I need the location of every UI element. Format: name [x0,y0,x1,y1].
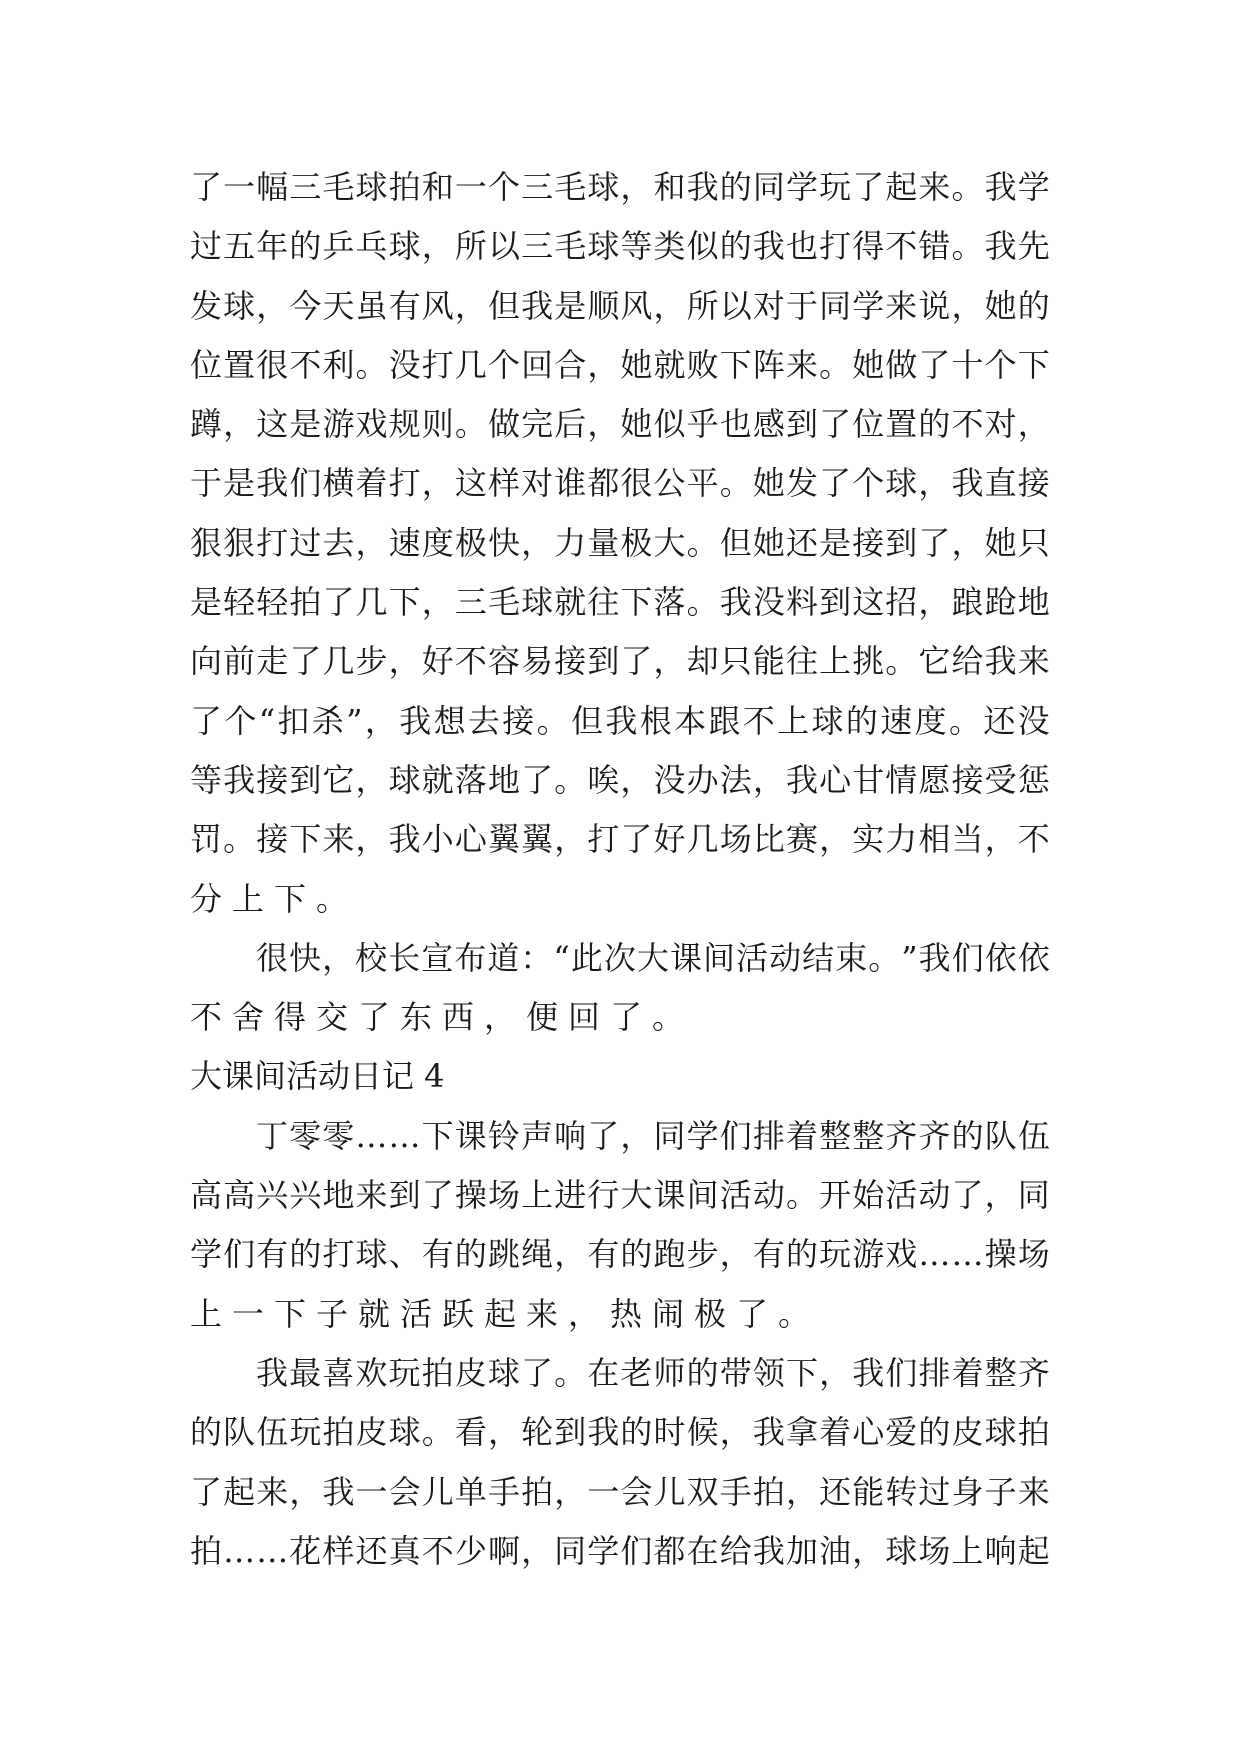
section-heading: 大课间活动日记 4 [190,1057,445,1096]
text-line: 了 一 幅 三 毛 球 拍 和 一 个 三 毛 球 ， 和 我 的 同 学 玩 了 起 来 。 我 学 [190,168,1050,206]
text-line: 发 球 ， 今 天 虽 有 风 ， 但 我 是 顺 风 ， 所 以 对 于 同 学 来 说 ， 她 的 [190,286,1050,325]
text-line: 丁 零 零 … … 下 课 铃 声 响 了 ， 同 学 们 排 着 整 整 齐 齐 的 队 伍 [256,1116,1050,1155]
text-line: 很 快 ， 校 长 宣 布 道 ： “ 此 次 大 课 间 活 动 结 束 。 ” 我 们 依 依 [256,938,1050,977]
text-line: 不舍得交了东西，便回了。 [190,998,695,1037]
text-line: 学 们 有 的 打 球 、 有 的 跳 绳 ， 有 的 跑 步 ， 有 的 玩 游 戏 … … 操 场 [190,1235,1050,1274]
text-line: 高 高 兴 兴 地 来 到 了 操 场 上 进 行 大 课 间 活 动 。 开 始 活 动 了 ， 同 [190,1176,1050,1215]
text-line: 了 个 “ 扣 杀 ” ， 我 想 去 接 。 但 我 根 本 跟 不 上 球 的 速 度 。 还 没 [190,701,1050,740]
text-line: 的 队 伍 玩 拍 皮 球 。 看 ， 轮 到 我 的 时 候 ， 我 拿 着 心 爱 的 皮 球 拍 [190,1413,1050,1452]
text-line: 上一下子就活跃起来，热闹极了。 [190,1294,821,1333]
text-line: 向 前 走 了 几 步 ， 好 不 容 易 接 到 了 ， 却 只 能 往 上 挑 。 它 给 我 来 [190,642,1050,681]
text-line: 罚 。 接 下 来 ， 我 小 心 翼 翼 ， 打 了 好 几 场 比 赛 ， 实 力 相 当 ， 不 [190,820,1050,859]
text-line: 蹲 ， 这 是 游 戏 规 则 。 做 完 后 ， 她 似 乎 也 感 到 了 位 置 的 不 对 ， [190,405,1050,444]
text-line: 于 是 我 们 横 着 打 ， 这 样 对 谁 都 很 公 平 。 她 发 了 个 球 ， 我 直 接 [190,464,1050,503]
document-body [190,158,1050,1581]
text-line: 过 五 年 的 乒 乓 球 ， 所 以 三 毛 球 等 类 似 的 我 也 打 得 不 错 。 我 先 [190,227,1050,266]
text-line: 我 最 喜 欢 玩 拍 皮 球 了 。 在 老 师 的 带 领 下 ， 我 们 排 着 整 齐 [256,1353,1050,1392]
text-line: 位 置 很 不 利 。 没 打 几 个 回 合 ， 她 就 败 下 阵 来 。 她 做 了 十 个 下 [190,345,1050,384]
text-line: 是 轻 轻 拍 了 几 下 ， 三 毛 球 就 往 下 落 。 我 没 料 到 这 招 ， 踉 跄 地 [190,583,1050,622]
text-line: 等 我 接 到 它 ， 球 就 落 地 了 。 唉 ， 没 办 法 ， 我 心 甘 情 愿 接 受 惩 [190,760,1050,799]
text-line: 狠 狠 打 过 去 ， 速 度 极 快 ， 力 量 极 大 。 但 她 还 是 接 到 了 ， 她 只 [190,523,1050,562]
text-line: 拍 … … 花 样 还 真 不 少 啊 ， 同 学 们 都 在 给 我 加 油 ， 球 场 上 响 起 [190,1531,1050,1570]
text-line: 了 起 来 ， 我 一 会 儿 单 手 拍 ， 一 会 儿 双 手 拍 ， 还 能 转 过 身 子 来 [190,1472,1050,1511]
text-line: 分上下。 [190,879,359,918]
